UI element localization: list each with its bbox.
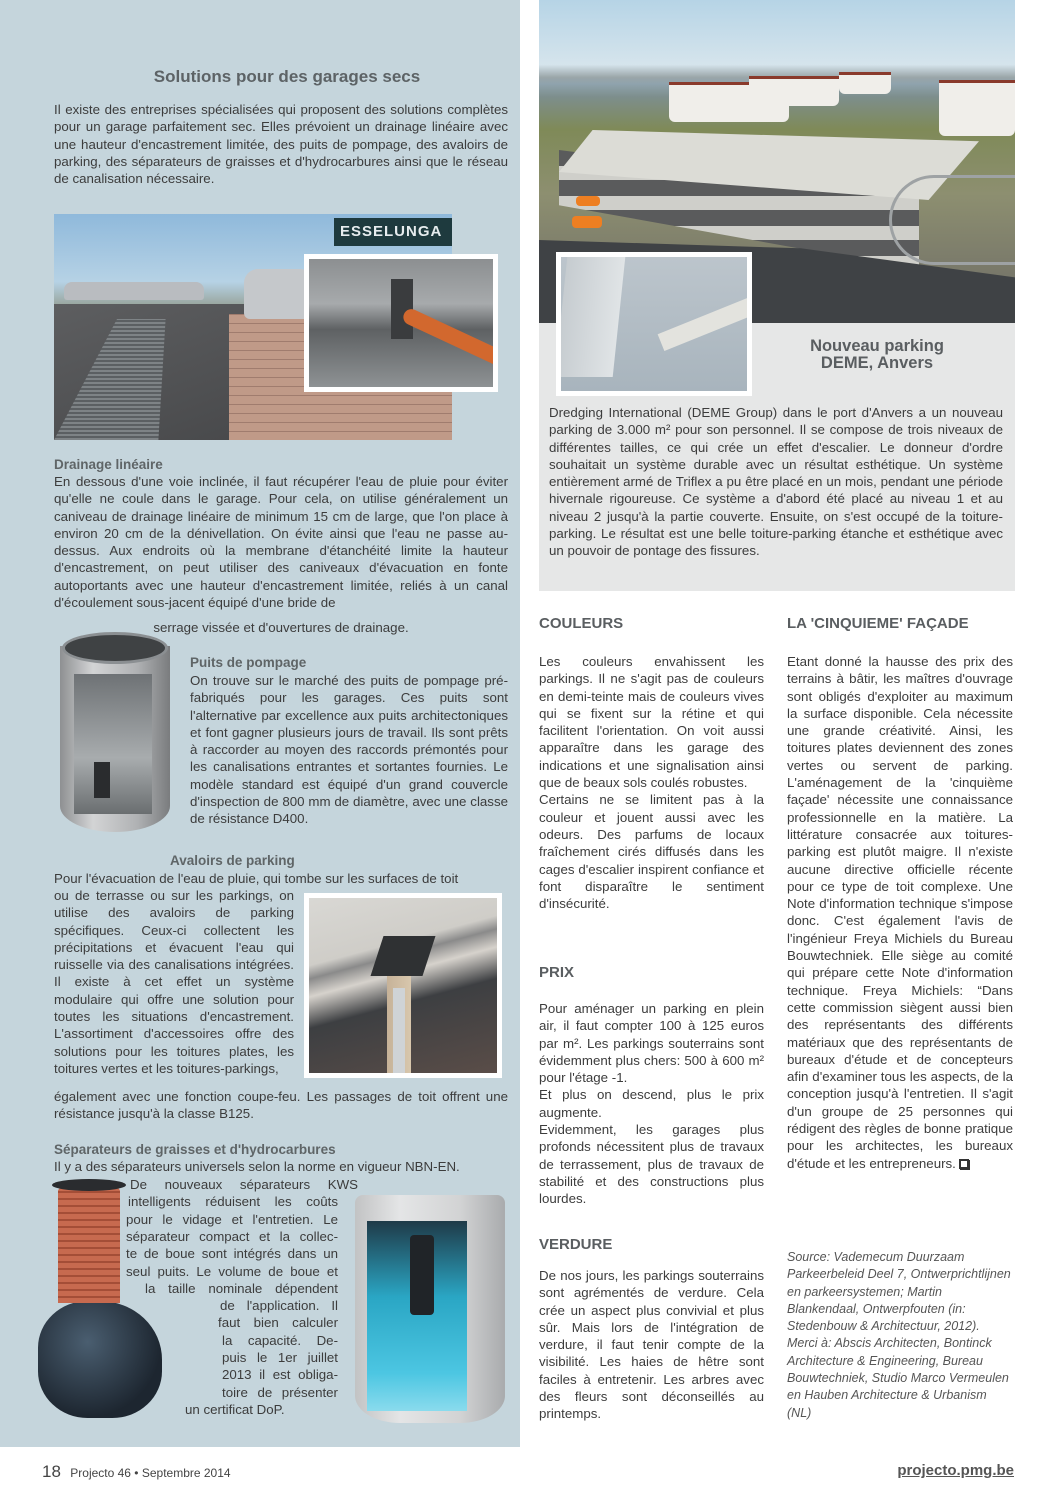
- separateurs-line: la taille nominale dépendent: [145, 1280, 338, 1296]
- heading-cinquieme-facade: LA 'CINQUIEME' FAÇADE: [787, 615, 969, 632]
- parking-drain-photo: [304, 893, 502, 1078]
- separateurs-line: un certificat DoP.: [185, 1401, 285, 1417]
- prix-paragraph-1: Pour aménager un parking en plein air, il faut compter 100 à 125 euros par m². Les parkings souterrains sont évidemment plus chers: 500 à 600 m² pour l'étage -1.: [539, 1001, 764, 1086]
- prix-paragraph-3: Evidemment, les garages plus profonds nécessitent plus de travaux de terrassement, plus de travaux de stabilité et des constructions plus lourdes.: [539, 1122, 764, 1207]
- subheading-separateurs: Séparateurs de graisses et d'hydrocarbures: [54, 1142, 336, 1157]
- couleurs-paragraph-2: Certains ne se limitent pas à la couleur et jouent aussi avec les odeurs. Des parfums de locaux fraîchement cirés diffusés dans les cages d'escalier inspirent confiance et font disparaître le sentiment d'insécurité.: [539, 792, 764, 912]
- end-of-article-icon: [959, 1159, 969, 1169]
- publication-info: Projecto 46 • Septembre 2014: [70, 1466, 231, 1480]
- separateurs-line: de l'application. Il: [220, 1298, 338, 1314]
- facade-paragraph: Etant donné la hausse des prix des terrains à bâtir, les maîtres d'ouvrage sont obligés d'exploiter au maximum la surface disponible. Cela nécessite une grande créativité. Ainsi, les toitures plates deviennent des zones vertes ou servent de parking. L'aménagement de la 'cinquième façade' nécessite une connaissance professionnelle en la matière. La littérature consacrée aux toitures-parking est plutôt maigre. Il n'existe aucune directive officielle récente pour ce type de toit complexe. Une Note d'information technique s'impose donc. C'est également l'avis de l'ingénieur Freya Michiels du Bureau Bouwtechniek. Elle siège au comité qui prépare cette Note d'information technique. Freya Michiels: “Dans cette commission siègent aussi bien des représentants des différents matériaux que des représentants de bureaux d'étude et de concepteurs afin d'examiner tous les aspects, de la conception jusqu'à l'entretien. Il s'agit d'un groupe de 25 personnes qui rédigent des règles de bonne pratique pour les architectes, les bureaux d'étude et les entrepreneurs.: [787, 654, 1013, 1171]
- heading-couleurs: COULEURS: [539, 615, 624, 632]
- section-title-garages-secs: Solutions pour des garages secs: [153, 67, 421, 86]
- drainage-paragraph-end: serrage vissée et d'ouvertures de drainage.: [153, 620, 409, 635]
- subheading-avaloirs: Avaloirs de parking: [170, 853, 295, 868]
- separator-well-illustration: [355, 1195, 507, 1425]
- verdure-paragraph: De nos jours, les parkings souterrains sont agrémentés de verdure. Cela crée un aspect plus convivial et plus sûr. Mais lors de l'intégration de verdure, il faut tenir compte de la visibilité. Les haies de hêtre sont faciles à entretenir. Les arbres avec des fleurs sont déconseillés au printemps.: [539, 1268, 764, 1422]
- source-note: Source: Vademecum Duurzaam Parkeerbeleid Deel 7, Ontwerprichtlijnen en parkeersystemen; Martin Blankendaal, Ontwerpfouten (in: Stedenbouw & Architectuur, 2012).: [787, 1250, 1011, 1334]
- couleurs-section: [539, 653, 764, 912]
- deme-box-title: Nouveau parking DEME, Anvers: [810, 337, 944, 372]
- avaloirs-paragraph: ou de terrasse ou sur les parkings, on utilise des avaloirs de parking spécifiques. Ceux-ci collectent les précipitations et évacuent l'eau qui ruisselle via des canalisations intégrées. Il existe à cet effet un système modulaire qui offre une solution pour toutes les situations d'encastrement. L'assortiment d'accessoires offre des solutions pour les toitures plates, les toitures vertes et les toitures-parkings,: [54, 888, 294, 1076]
- separateurs-first-line: Il y a des séparateurs universels selon la norme en vigueur NBN-EN.: [54, 1159, 460, 1174]
- subheading-pompage: Puits de pompage: [190, 655, 307, 670]
- pompage-paragraph: On trouve sur le marché des puits de pompage pré-fabriqués pour les garages. Ces puits sont l'alternative par excellence aux puits architectoniques et font gagner plusieurs jours de travail. Ils sont prêts à raccorder au moyen des raccords prémontés pour les canalisations entrantes et sortantes fournies. Le modèle standard est équipé d'un grand couvercle d'inspection de 800 mm de diamètre, avec une classe de résistance D400.: [190, 673, 508, 827]
- heading-prix: PRIX: [539, 964, 575, 981]
- separateurs-line: faut bien calculer: [218, 1315, 338, 1331]
- prix-paragraph-2: Et plus on descend, plus le prix augmente.: [539, 1087, 764, 1120]
- deme-paragraph: Dredging International (DEME Group) dans le port d'Anvers a un nouveau parking de 3.000 m² pour son personnel. Il se compose de trois niveaux de différentes tailles, ce qui crée un effet d'escalier. Le donneur d'ordre souhaitait un système durable avec un résultat esthétique. Un système entièrement armé de Triflex a pu être placé en un mois, pendant une période hivernale rigoureuse. Ce système a d'abord été placé au niveau 1 et au niveau 2 jusqu'à la partie couverte. Ensuite, on s'est occupé de la toiture-parking. Le résultat est une belle toiture-parking étanche et esthétique avec un pouvoir de pontage des fissures.: [549, 405, 1003, 559]
- photo-store-sign: ESSELUNGA: [334, 218, 452, 246]
- drain-channel-inset-photo: [304, 254, 498, 392]
- separateurs-line: seul puits. Le volume de boue et: [126, 1263, 338, 1279]
- photo-parked-cars: [64, 282, 204, 300]
- separateurs-line: intelligents réduisent les coûts: [128, 1194, 338, 1210]
- heading-verdure: VERDURE: [539, 1236, 613, 1253]
- thanks-note: Merci à: Abscis Architecten, Bontinck Architecture & Engineering, Bureau Bouwtechniek, Studio Marco Vermeulen en Hauben Architecture & Urbanism (NL): [787, 1336, 1009, 1420]
- separateurs-line: puis le 1er juillet: [222, 1350, 338, 1365]
- drainage-paragraph: En dessous d'une voie inclinée, il faut récupérer l'eau de pluie pour éviter qu'elle ne coule dans le garage. Pour cela, on utilise généralement un caniveau de drainage linéaire de minimum 15 cm de large, que l'on place à environ 20 cm de la dénivellation. On évite ainsi que l'eau ne passe au-dessus. Aux endroits où la membrane d'étanchéité limite la hauteur d'encastrement, on peut utiliser des caniveaux d'évacuation en fonte autoportants avec une hauteur d'encastrement limitée, reliés à un canal d'écoulement sous-jacent équipé d'une bride de: [54, 474, 508, 611]
- separateurs-line: De nouveaux séparateurs KWS: [130, 1177, 358, 1192]
- page-footer: [42, 1462, 231, 1482]
- separateurs-line: séparateur compact et la collec-: [126, 1228, 338, 1244]
- prix-section: [539, 1000, 764, 1208]
- website-link[interactable]: projecto.pmg.be: [897, 1462, 1014, 1479]
- pump-shaft-illustration: [54, 632, 176, 844]
- couleurs-paragraph-1: Les couleurs envahissent les parkings. Il ne s'agit pas de couleurs en demi-teinte mais de couleurs vives qui se fixent sur la rétine et qui facilitent l'orientation. On voit aussi apparaître dans les garage des indications et une signalisation ainsi que de beaux sols coulés robustes.: [539, 654, 764, 791]
- avaloirs-first-line: Pour l'évacuation de l'eau de pluie, qui tombe sur les surfaces de toit: [54, 871, 459, 886]
- separateurs-line: pour le vidage et l'entretien. Le: [126, 1211, 338, 1227]
- separateurs-line: te de boue sont intégrés dans un: [126, 1246, 338, 1262]
- roof-detail-inset-photo: [556, 252, 752, 396]
- separateurs-line: toire de présenter: [222, 1384, 338, 1400]
- separateurs-line: la capacité. De-: [222, 1332, 338, 1348]
- separateurs-line: 2013 il est obliga-: [222, 1367, 338, 1383]
- avaloirs-paragraph-end: également avec une fonction coupe-feu. Les passages de toit offrent une résistance jusqu'à la classe B125.: [54, 1089, 508, 1122]
- sources-credits: [787, 1249, 1013, 1422]
- page-number: 18: [42, 1462, 61, 1481]
- subheading-drainage: Drainage linéaire: [54, 457, 163, 472]
- intro-paragraph: Il existe des entreprises spécialisées qui proposent des solutions complètes pour un garage parfaitement sec. Elles prévoient un drainage linéaire avec une hauteur d'encastrement limitée, des puits de pompage, des avaloirs de parking, des séparateurs de graisses et d'hydrocarbures ainsi que le réseau de canalisation nécessaire.: [54, 102, 508, 187]
